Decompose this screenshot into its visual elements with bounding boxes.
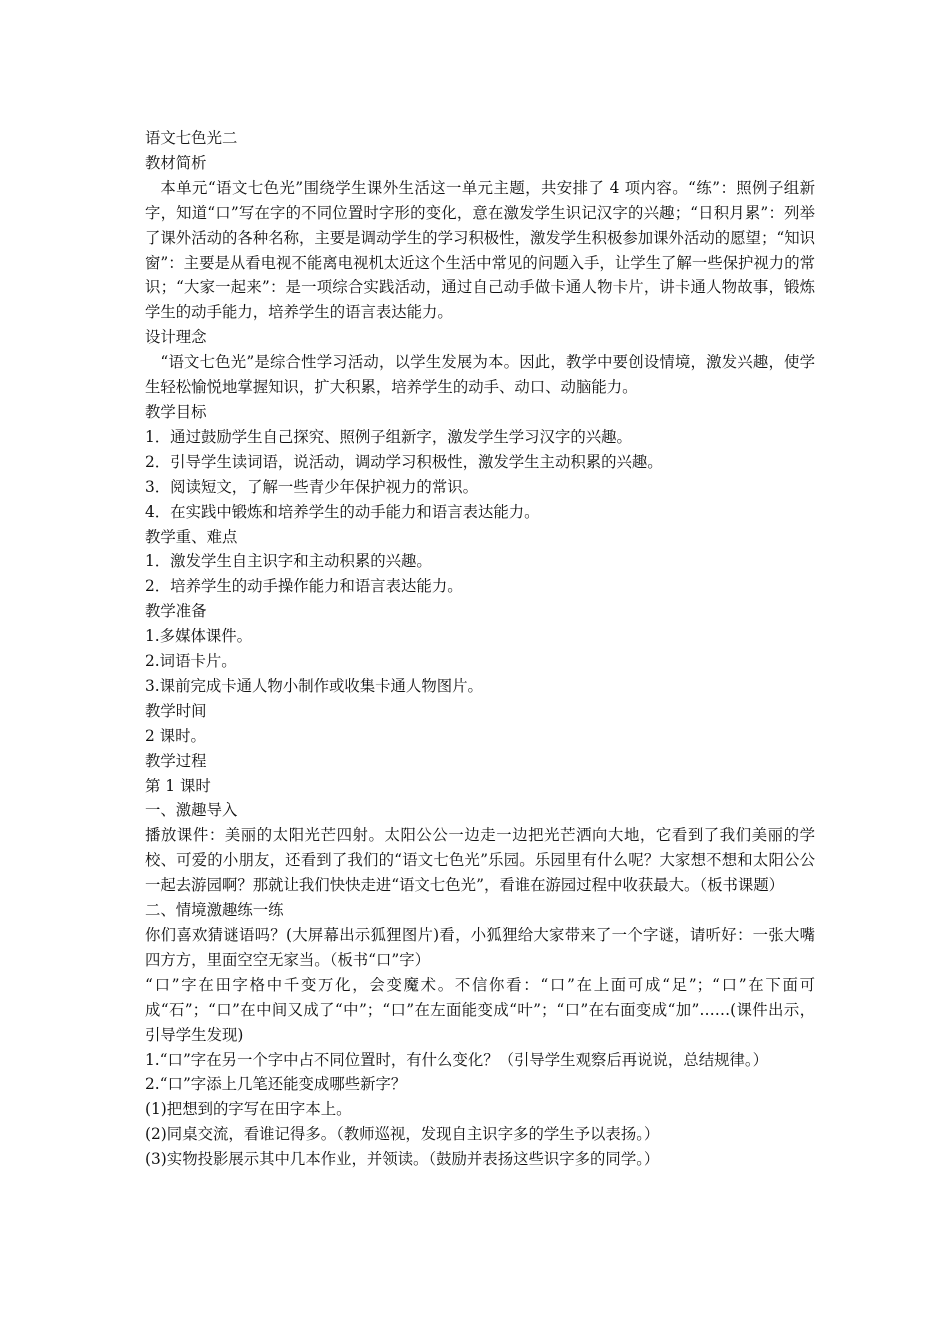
section-heading-time: 教学时间 — [145, 701, 207, 720]
document-page — [145, 126, 815, 1172]
step1-paragraph: 播放课件：美丽的太阳光芒四射。太阳公公一边走一边把光芒洒向大地，它看到了我们美丽的学校、可爱的小朋友，还看到了我们的“语文七色光”乐园。乐园里有什么呢？大家想不想和太阳公公一起去游园啊？那就让我们快快走进“语文七色光”，看谁在游园过程中收获最大。（板书课题） — [145, 826, 815, 895]
section-heading-key-points: 教学重、难点 — [145, 527, 238, 546]
section-heading-concept: 设计理念 — [145, 328, 207, 347]
goal-item: 4．在实践中锻炼和培养学生的动手能力和语言表达能力。 — [145, 502, 540, 521]
section-heading-process: 教学过程 — [145, 751, 207, 770]
section-heading-analysis: 教材简析 — [145, 153, 207, 172]
prep-item: 2.词语卡片。 — [145, 652, 237, 671]
goal-item: 2．引导学生读词语，说活动，调动学习积极性，激发学生主动积累的兴趣。 — [145, 452, 663, 471]
key-point-item: 1．激发学生自主识字和主动积累的兴趣。 — [145, 552, 432, 571]
section-heading-goals: 教学目标 — [145, 402, 207, 421]
step2-item: (3)实物投影展示其中几本作业，并领读。（鼓励并表扬这些识字多的同学。） — [145, 1150, 660, 1169]
analysis-paragraph: 本单元“语文七色光”围绕学生课外生活这一单元主题，共安排了 4 项内容。“练”：照例子组新字，知道“口”写在字的不同位置时字形的变化，意在激发学生识记汉字的兴趣；“日积月累”：列举了课外活动的各种名称，主要是调动学生的学习积极性，激发学生积极参加课外活动的愿望；“知识窗”：主要是从看电视不能离电视机太近这个生活中常见的问题入手，让学生了解一些保护视力的常识；“大家一起来”：是一项综合实践活动，通过自己动手做卡通人物卡片，讲卡通人物故事，锻炼学生的动手能力，培养学生的语言表达能力。 — [145, 178, 815, 322]
step2-item: (1)把想到的字写在田字本上。 — [145, 1100, 352, 1119]
document-title: 语文七色光二 — [145, 129, 238, 147]
prep-item: 3.课前完成卡通人物小制作或收集卡通人物图片。 — [145, 676, 483, 695]
concept-paragraph: “语文七色光”是综合性学习活动，以学生发展为本。因此，教学中要创设情境，激发兴趣，使学生轻松愉悦地掌握知识，扩大积累，培养学生的动手、动口、动脑能力。 — [145, 353, 815, 397]
step-heading: 一、激趣导入 — [145, 801, 238, 820]
step-heading: 二、情境激趣练一练 — [145, 901, 284, 920]
goal-item: 1．通过鼓励学生自己探究、照例子组新字，激发学生学习汉字的兴趣。 — [145, 427, 632, 446]
lesson-label: 第 1 课时 — [145, 776, 211, 795]
step2-question: 2.“口”字添上几笔还能变成哪些新字？ — [145, 1075, 407, 1094]
step2-paragraph: “口”字在田字格中千变万化，会变魔术。不信你看：“口”在上面可成“足”；“口”在下面可成“石”；“口”在中间又成了“中”；“口”在左面能变成“叶”；“口”在右面变成“加”……(课件出示，引导学生发现) — [145, 975, 815, 1044]
prep-item: 1.多媒体课件。 — [145, 627, 253, 646]
key-point-item: 2．培养学生的动手操作能力和语言表达能力。 — [145, 577, 463, 596]
goal-item: 3．阅读短文，了解一些青少年保护视力的常识。 — [145, 477, 478, 496]
step2-paragraph: 你们喜欢猜谜语吗？(大屏幕出示狐狸图片)看，小狐狸给大家带来了一个字谜，请听好：一张大嘴四方方，里面空空无家当。（板书“口”字） — [145, 926, 815, 969]
section-heading-preparation: 教学准备 — [145, 602, 207, 621]
time-text: 2 课时。 — [145, 726, 206, 745]
step2-item: (2)同桌交流，看谁记得多。（教师巡视，发现自主识字多的学生予以表扬。） — [145, 1125, 660, 1144]
step2-question: 1.“口”字在另一个字中占不同位置时，有什么变化？（引导学生观察后再说说，总结规律。） — [145, 1050, 768, 1069]
